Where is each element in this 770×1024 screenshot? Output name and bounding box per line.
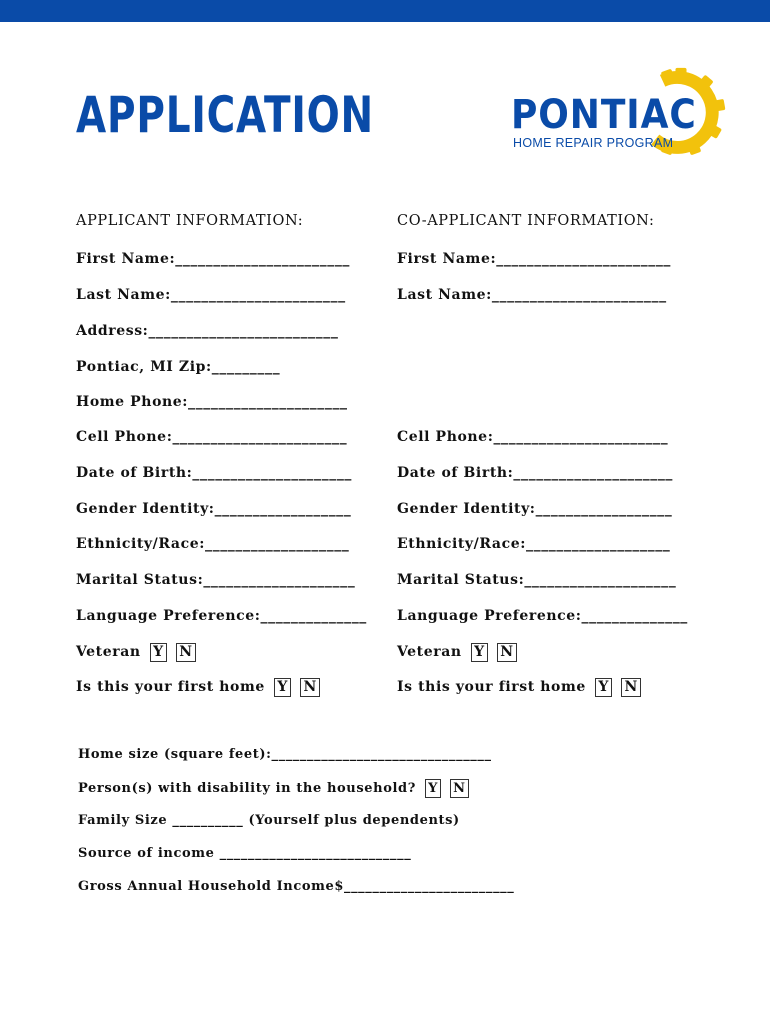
- co-first-home-label: Is this your first home: [397, 679, 586, 695]
- pontiac-logo: [505, 66, 730, 166]
- disability-label: Person(s) with disability in the household?: [78, 781, 416, 796]
- applicant-gender-field[interactable]: Gender Identity:__________________: [76, 501, 352, 517]
- coapplicant-last-name-field[interactable]: Last Name:_______________________: [397, 287, 667, 303]
- applicant-home-phone-field[interactable]: Home Phone:_____________________: [76, 394, 348, 410]
- income-source-field[interactable]: Source of income ___________________________: [78, 846, 412, 861]
- applicant-address-field[interactable]: Address:_________________________: [76, 323, 339, 339]
- applicant-cell-phone-field[interactable]: Cell Phone:_______________________: [76, 429, 348, 445]
- logo-wordmark: PONTIAC: [511, 92, 697, 138]
- applicant-heading: APPLICANT INFORMATION:: [76, 213, 304, 229]
- home-size-field[interactable]: Home size (square feet):_______________________________: [78, 747, 492, 762]
- coapplicant-cell-phone-field[interactable]: Cell Phone:_______________________: [397, 429, 669, 445]
- coapplicant-language-field[interactable]: Language Preference:______________: [397, 608, 688, 624]
- veteran-label: Veteran: [76, 644, 141, 660]
- co-veteran-yes-checkbox[interactable]: Y: [471, 643, 488, 662]
- header-bar: [0, 0, 770, 22]
- co-veteran-no-checkbox[interactable]: N: [497, 643, 516, 662]
- applicant-dob-field[interactable]: Date of Birth:_____________________: [76, 465, 353, 481]
- coapplicant-veteran-row: [397, 643, 517, 662]
- applicant-last-name-field[interactable]: Last Name:_______________________: [76, 287, 346, 303]
- veteran-no-checkbox[interactable]: N: [176, 643, 195, 662]
- applicant-first-home-row: [76, 678, 320, 697]
- veteran-yes-checkbox[interactable]: Y: [150, 643, 167, 662]
- coapplicant-gender-field[interactable]: Gender Identity:__________________: [397, 501, 673, 517]
- co-first-home-no-checkbox[interactable]: N: [621, 678, 640, 697]
- first-home-label: Is this your first home: [76, 679, 265, 695]
- gross-income-field[interactable]: Gross Annual Household Income$________________________: [78, 879, 515, 894]
- disability-yes-checkbox[interactable]: Y: [425, 779, 441, 798]
- applicant-ethnicity-field[interactable]: Ethnicity/Race:___________________: [76, 536, 350, 552]
- coapplicant-first-home-row: [397, 678, 641, 697]
- applicant-language-field[interactable]: Language Preference:______________: [76, 608, 367, 624]
- disability-row: [78, 779, 469, 798]
- first-home-yes-checkbox[interactable]: Y: [274, 678, 291, 697]
- applicant-zip-field[interactable]: Pontiac, MI Zip:_________: [76, 359, 281, 375]
- applicant-veteran-row: [76, 643, 196, 662]
- coapplicant-ethnicity-field[interactable]: Ethnicity/Race:___________________: [397, 536, 671, 552]
- disability-no-checkbox[interactable]: N: [450, 779, 468, 798]
- coapplicant-marital-field[interactable]: Marital Status:____________________: [397, 572, 677, 588]
- applicant-first-name-field[interactable]: First Name:_______________________: [76, 251, 351, 267]
- first-home-no-checkbox[interactable]: N: [300, 678, 319, 697]
- logo-subtitle: HOME REPAIR PROGRAM: [513, 136, 674, 150]
- family-size-field[interactable]: Family Size __________ (Yourself plus dependents): [78, 813, 460, 828]
- applicant-marital-field[interactable]: Marital Status:____________________: [76, 572, 356, 588]
- co-veteran-label: Veteran: [397, 644, 462, 660]
- coapplicant-heading: CO-APPLICANT INFORMATION:: [397, 213, 655, 229]
- page-title: APPLICATION: [76, 86, 374, 144]
- coapplicant-first-name-field[interactable]: First Name:_______________________: [397, 251, 672, 267]
- coapplicant-dob-field[interactable]: Date of Birth:_____________________: [397, 465, 674, 481]
- co-first-home-yes-checkbox[interactable]: Y: [595, 678, 612, 697]
